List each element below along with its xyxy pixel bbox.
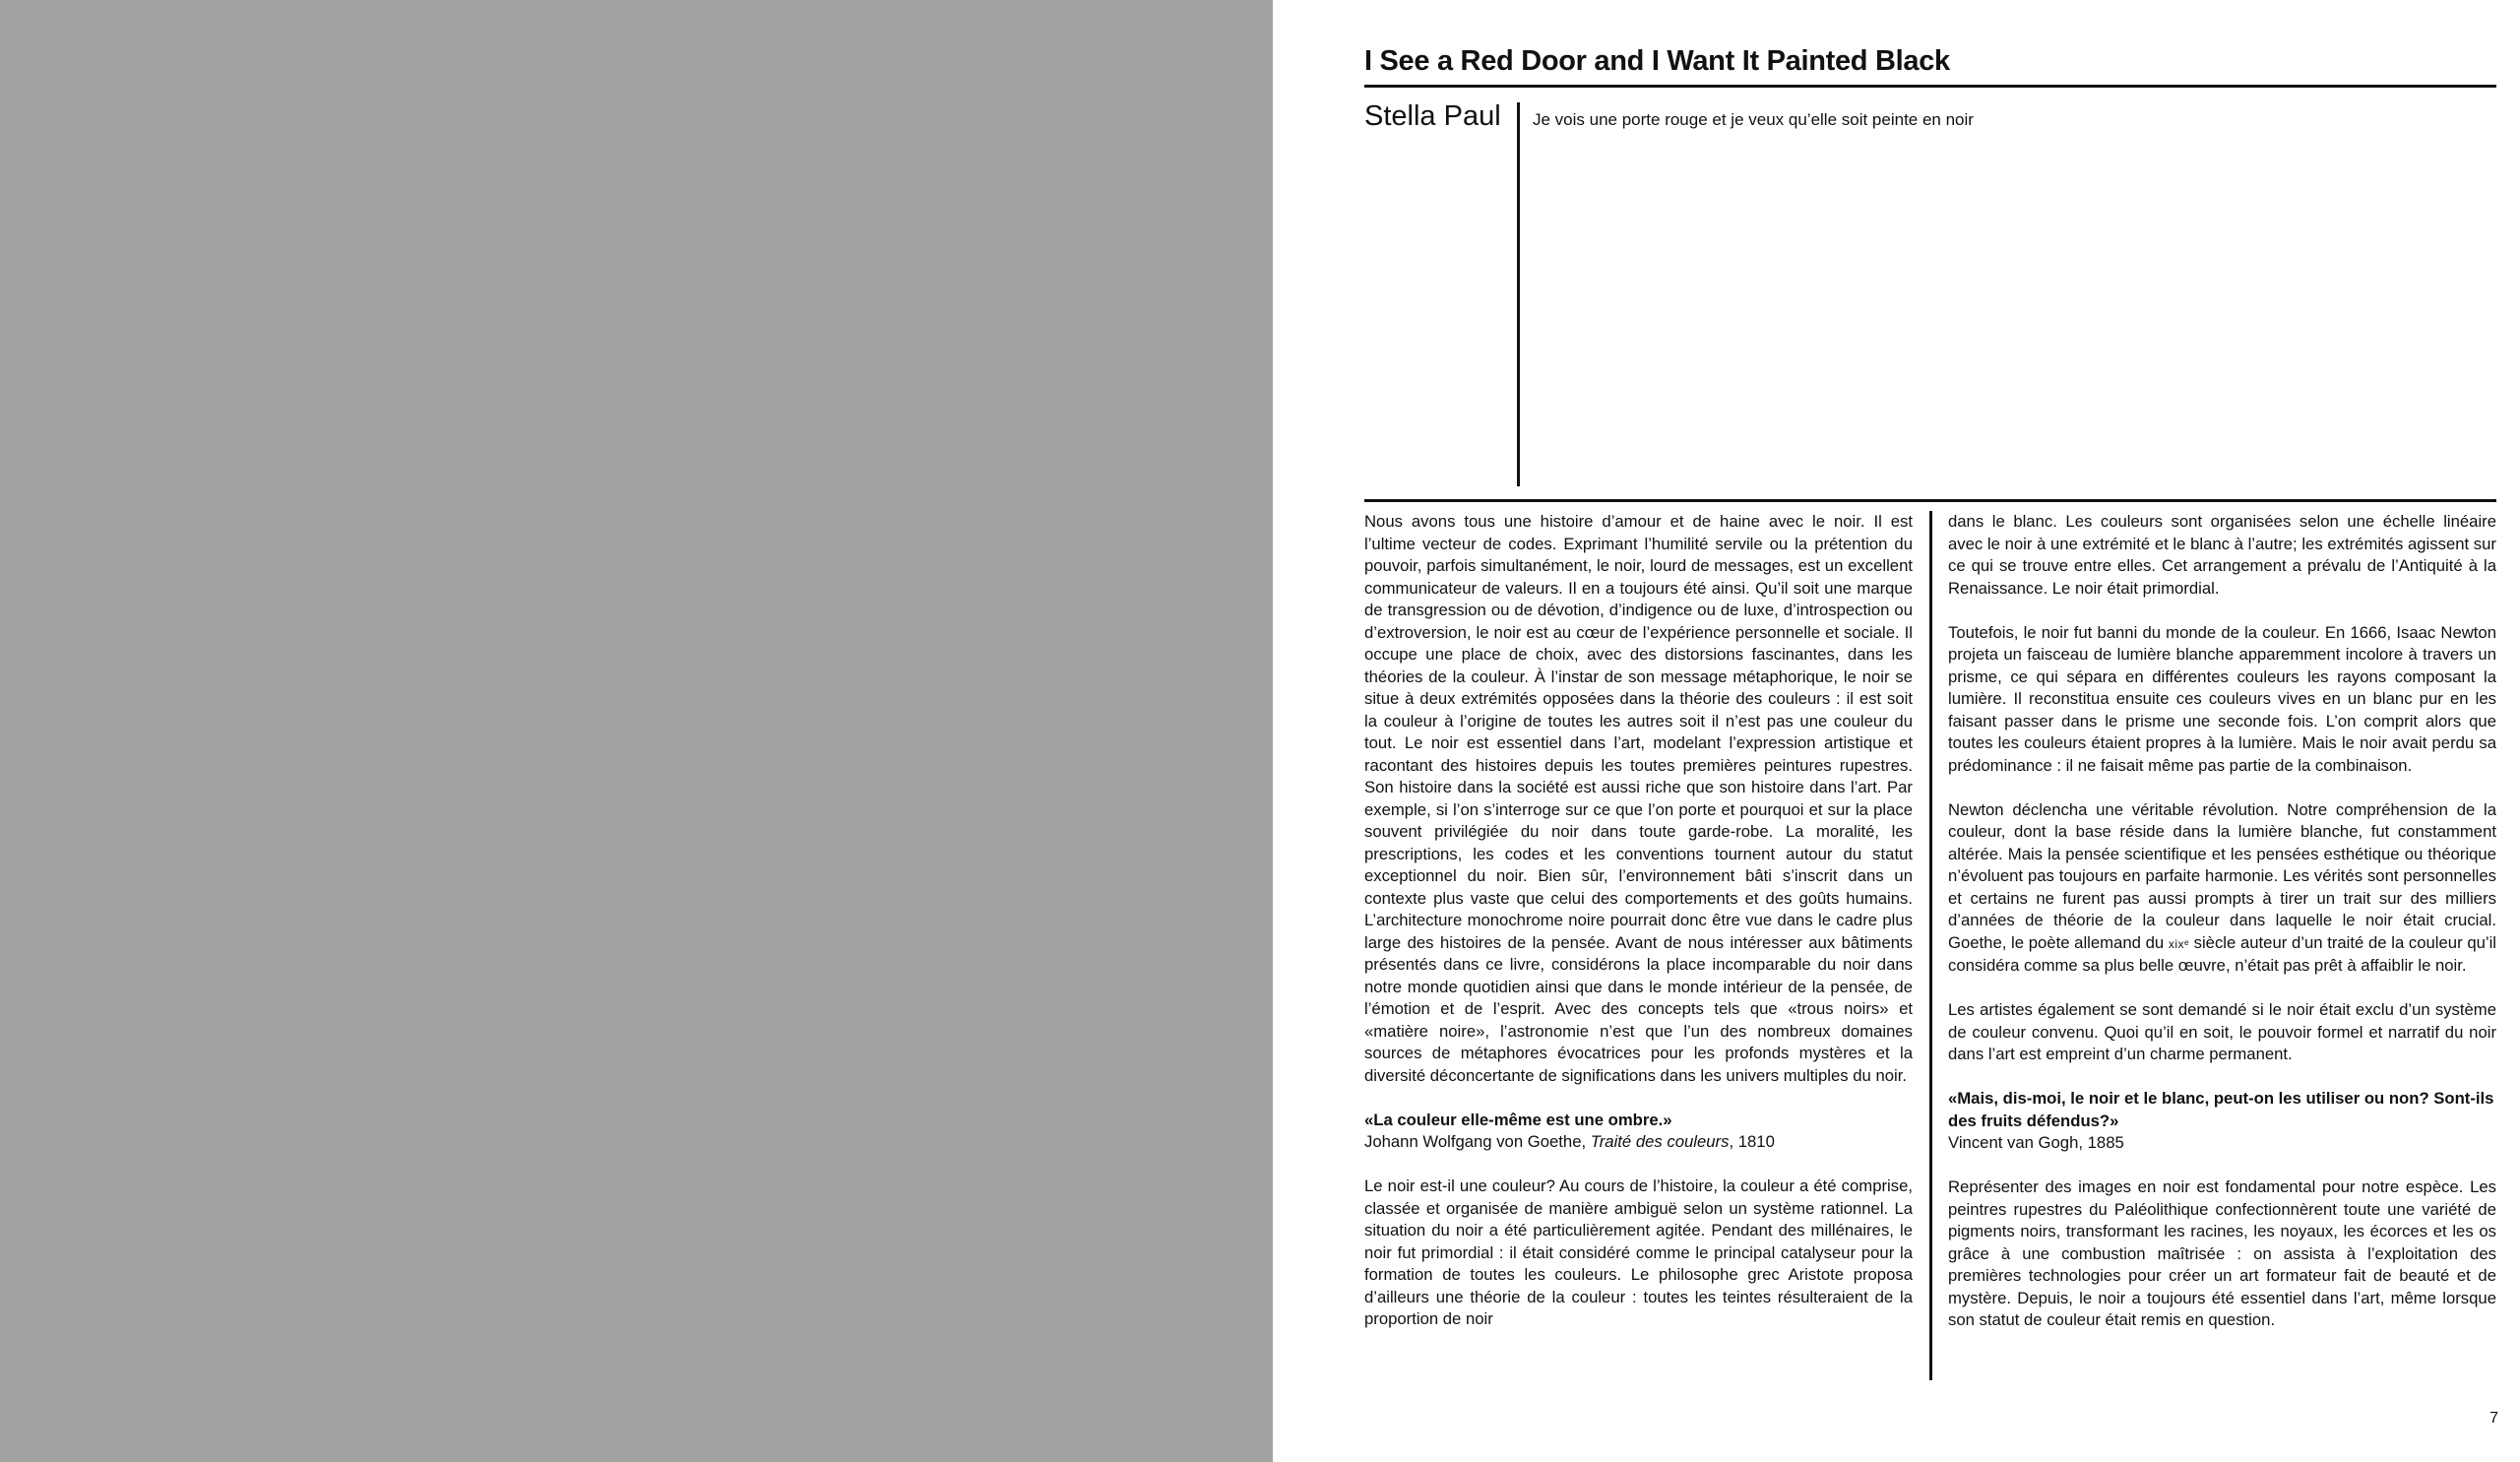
pull-quote: «La couleur elle-même est une ombre.» bbox=[1364, 1110, 1672, 1129]
body-column-left bbox=[1364, 511, 1913, 1387]
paragraph: Les artistes également se sont demandé si le noir était exclu d’un système de couleur convenu. Quoi qu’il en soit, le pouvoir formel et narratif du noir dans l’art est empreint d’un charme permanent. bbox=[1948, 1000, 2496, 1063]
century-numeral: xixᵉ bbox=[2168, 936, 2189, 951]
body-top-rule bbox=[1364, 499, 2496, 502]
quote-year: , 1810 bbox=[1729, 1132, 1775, 1151]
page-number: 7 bbox=[2489, 1410, 2498, 1427]
quote-source bbox=[1364, 1131, 1913, 1154]
paragraph-text: siècle auteur d’un traité de la couleur qu’il considéra comme sa plus belle œuvre, n’était pas prêt à affaiblir le noir. bbox=[1948, 932, 2496, 975]
title-rule bbox=[1364, 85, 2496, 88]
quote-work-title: Traité des couleurs bbox=[1590, 1132, 1730, 1151]
body-column-right bbox=[1948, 511, 2496, 1387]
paragraph: Représenter des images en noir est fondamental pour notre espèce. Les peintres rupestres du Paléolithique confectionnèrent toute une variété de pigments noirs, transformant les racines, les noyaux, les écorces et les os grâce à une combustion maîtrisée : on assista à l’exploitation des premières technologies pour créer un art formateur fait de beauté et de mystère. Depuis, le noir a toujours été essentiel dans l’art, même lorsque son statut de couleur était remis en question. bbox=[1948, 1177, 2496, 1329]
article-title: I See a Red Door and I Want It Painted Black bbox=[1364, 45, 1950, 77]
quote-block bbox=[1948, 1088, 2496, 1155]
author-name: Stella Paul bbox=[1364, 100, 1501, 132]
paragraph: dans le blanc. Les couleurs sont organisées selon une échelle linéaire avec le noir à une extrémité et le blanc à l’autre; les extrémités agissent sur ce qui se trouve entre elles. Cet arrangement a prévalu de l’Antiquité à la Renaissance. Le noir était primordial. bbox=[1948, 512, 2496, 598]
quote-source: Vincent van Gogh, 1885 bbox=[1948, 1133, 2124, 1152]
paragraph: Nous avons tous une histoire d’amour et de haine avec le noir. Il est l’ultime vecteur de codes. Exprimant l’humilité servile ou la prétention du pouvoir, parfois simultanément, le noir, lourd de messages, est un excellent communicateur de valeurs. Il en a toujours été ainsi. Qu’il soit une marque de transgression ou de dévotion, d’indigence ou de luxe, d’introspection ou d’extroversion, le noir est au cœur de l’expérience personnelle et sociale. Il occupe une place de choix, avec des distorsions fascinantes, dans les théories de la couleur. À l’instar de son message métaphorique, le noir se situe à deux extrémités opposées dans la théorie des couleurs : il est soit la couleur à l’origine de toutes les autres soit il n’est pas une couleur du tout. Le noir est essentiel dans l’art, modelant l’expression artistique et racontant des histoires depuis les toutes premières peintures rupestres. Son histoire dans la société est aussi riche que son histoire dans l’art. Par exemple, si l’on s’interroge sur ce que l’on porte et pourquoi et sur la place souvent privilégiée du noir dans toute garde-robe. La moralité, les prescriptions, les codes et les conventions tournent autour du statut exceptionnel du noir. Bien sûr, l’environnement bâti s’inscrit dans un contexte plus vaste que celui des comportements et des goûts humains. L’architecture monochrome noire pourrait donc être vue dans le cadre plus large des histoires de la pensée. Avant de nous intéresser aux bâtiments présentés dans ce livre, considérons la place incomparable du noir dans notre monde quotidien ainsi que dans le monde intérieur de la pensée, de l’émotion et de l’esprit. Avec des concepts tels que «trous noirs» et «matière noire», l’astronomie n’est que l’un des nombreux domaines sources de métaphores évocatrices pour les profonds mystères et la diversité déconcertante de significations dans les univers multiples du noir. bbox=[1364, 512, 1913, 1085]
article-subtitle: Je vois une porte rouge et je veux qu’elle soit peinte en noir bbox=[1533, 110, 1974, 129]
pull-quote: «Mais, dis-moi, le noir et le blanc, peut-on les utiliser ou non? Sont-ils des fruits défendus?» bbox=[1948, 1089, 2494, 1130]
paragraph bbox=[1948, 799, 2496, 978]
paragraph-text: Newton déclencha une véritable révolution. Notre compréhension de la couleur, dont la base réside dans la lumière blanche, fut constamment altérée. Mais la pensée scientifique et les pensées esthétique ou théorique n’évoluent pas toujours en parfaite harmonie. Les vérités sont personnelles et certains ne furent pas aussi prompts à tirer un trait sur des milliers d’années de théorie de la couleur dans laquelle le noir était crucial. Goethe, le poète allemand du bbox=[1948, 799, 2496, 952]
quote-block bbox=[1364, 1110, 1913, 1154]
paragraph: Toutefois, le noir fut banni du monde de la couleur. En 1666, Isaac Newton projeta un faisceau de lumière blanche apparemment incolore à travers un prisme, ce qui sépara en différentes couleurs les rayons composant la lumière. Il reconstitua ensuite ces couleurs vives en un blanc pur en les faisant passer dans le prisme une seconde fois. L’on comprit alors que toutes les couleurs étaient propres à la lumière. Mais le noir avait perdu sa prédominance : il ne faisait même pas partie de la combinaison. bbox=[1948, 622, 2496, 775]
quote-author: Johann Wolfgang von Goethe, bbox=[1364, 1132, 1591, 1151]
paragraph: Le noir est-il une couleur? Au cours de l’histoire, la couleur a été comprise, classée et organisée de manière ambiguë selon un système rationnel. La situation du noir a été particulièrement agitée. Pendant des millénaires, le noir fut primordial : il était considéré comme le principal catalyseur pour la formation de toutes les couleurs. Le philosophe grec Aristote proposa d’ailleurs une théorie de la couleur : toutes les teintes résulteraient de la proportion de noir bbox=[1364, 1176, 1913, 1328]
column-divider bbox=[1929, 511, 1932, 1380]
header-vertical-rule bbox=[1517, 102, 1520, 486]
